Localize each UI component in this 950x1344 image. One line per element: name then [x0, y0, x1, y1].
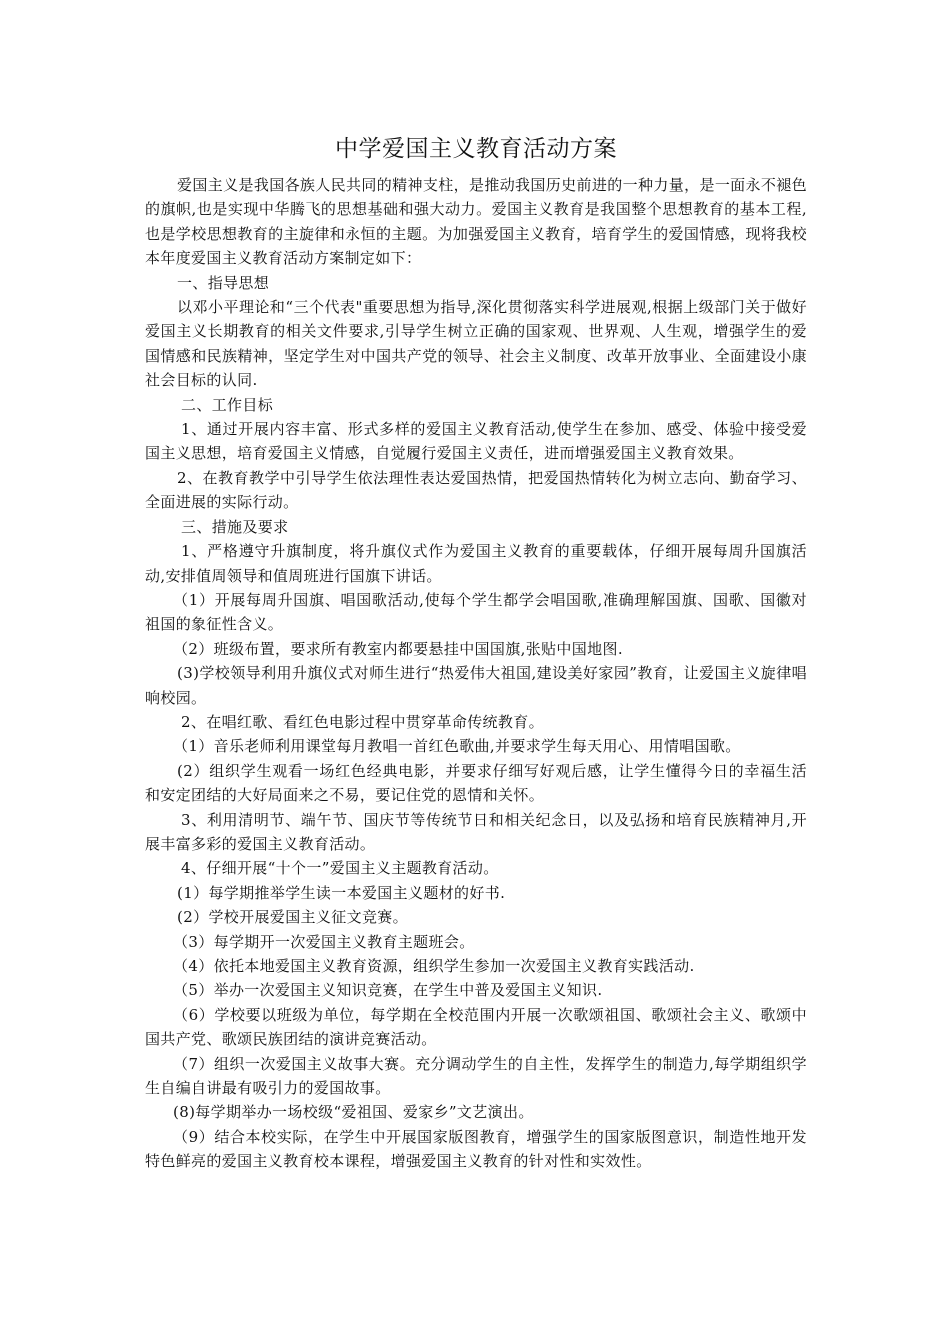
measure-4-sub-6: （6）学校要以班级为单位，每学期在全校范围内开展一次歌颂祖国、歌颂社会主义、歌颂中国共产党、歌颂民族团结的演讲竞赛活动。	[145, 1005, 807, 1049]
measure-1-sub-2: （2）班级布置，要求所有教室内都要悬挂中国国旗,张贴中国地图.	[173, 639, 623, 658]
measure-item-4: 4、仔细开展“十个一”爱国主义主题教育活动。	[181, 859, 499, 878]
measure-4-sub-9: （9）结合本校实际，在学生中开展国家版图教育，增强学生的国家版图意识，制造性地开发特色鲜亮的爱国主义教育校本课程，增强爱国主义教育的针对性和实效性。	[145, 1127, 807, 1171]
measure-1-sub-1: （1）开展每周升国旗、唱国歌活动,使每个学生都学会唱国歌,准确理解国旗、国歌、国徽对祖国的象征性含义。	[145, 590, 807, 634]
measure-2-sub-1: （1）音乐老师利用课堂每月教唱一首红色歌曲,并要求学生每天用心、用情唱国歌。	[173, 737, 741, 756]
goal-item-1: 1、通过开展内容丰富、形式多样的爱国主义教育活动,使学生在参加、感受、体验中接受爱国主义思想，培育爱国主义情感，自觉履行爱国主义责任，进而增强爱国主义教育效果。	[145, 420, 807, 463]
measure-4-sub-3: （3）每学期开一次爱国主义教育主题班会。	[173, 932, 475, 951]
measure-4-sub-1: (1）每学期推举学生读一本爱国主义题材的好书.	[177, 883, 506, 902]
section-heading-measures: 三、措施及要求	[181, 517, 289, 536]
intro-paragraph: 爱国主义是我国各族人民共同的精神支柱，是推动我国历史前进的一种力量，是一面永不褪色的旗帜,也是实现中华腾飞的思想基础和强大动力。爱国主义教育是我国整个思想教育的基本工程,也是学校思想教育的主旋律和永恒的主题。为加强爱国主义教育，培育学生的爱国情感，现将我校本年度爱国主义教育活动方案制定如下：	[145, 176, 807, 268]
measure-item-2: 2、在唱红歌、看红色电影过程中贯穿革命传统教育。	[181, 712, 544, 731]
measure-2-sub-2: (2）组织学生观看一场红色经典电影，并要求仔细写好观后感，让学生懂得今日的幸福生活和安定团结的大好局面来之不易，要记住党的恩情和关怀。	[145, 761, 807, 805]
measure-4-sub-7: （7）组织一次爱国主义故事大赛。充分调动学生的自主性，发挥学生的制造力,每学期组织学生自编自讲最有吸引力的爱国故事。	[145, 1054, 807, 1098]
measure-4-sub-8: (8)每学期举办一场校级“爱祖国、爱家乡”文艺演出。	[173, 1103, 534, 1122]
measure-item-3: 3、利用清明节、端午节、国庆节等传统节日和相关纪念日，以及弘扬和培育民族精神月,开展丰富多彩的爱国主义教育活动。	[145, 810, 807, 853]
document-page	[145, 133, 807, 1174]
measure-1-sub-3: (3)学校领导利用升旗仪式对师生进行“热爱伟大祖国,建设美好家园”教育，让爱国主义旋律唱响校园。	[145, 664, 807, 707]
section-heading-guiding-ideology: 一、指导思想	[177, 273, 270, 292]
document-title: 中学爱国主义教育活动方案	[335, 136, 617, 162]
section-heading-work-goals: 二、工作目标	[181, 395, 274, 414]
measure-4-sub-2: (2）学校开展爱国主义征文竞赛。	[177, 908, 408, 927]
measure-item-1: 1、严格遵守升旗制度，将升旗仪式作为爱国主义教育的重要载体，仔细开展每周升国旗活动,安排值周领导和值周班进行国旗下讲话。	[145, 542, 807, 585]
measure-4-sub-4: （4）依托本地爱国主义教育资源，组织学生参加一次爱国主义教育实践活动.	[173, 957, 695, 975]
goal-item-2: 2、在教育教学中引导学生依法理性表达爱国热情，把爱国热情转化为树立志向、勤奋学习、全面进展的实际行动。	[145, 468, 807, 512]
guiding-ideology-paragraph: 以邓小平理论和“三个代表"重要思想为指导,深化贯彻落实科学进展观,根据上级部门关于做好爱国主义长期教育的相关文件要求,引导学生树立正确的国家观、世界观、人生观，增强学生的爱国情感和民族精神，坚定学生对中国共产党的领导、社会主义制度、改革开放事业、全面建设小康社会目标的认同.	[145, 298, 807, 390]
measure-4-sub-5: （5）举办一次爱国主义知识竞赛，在学生中普及爱国主义知识.	[173, 981, 603, 1000]
